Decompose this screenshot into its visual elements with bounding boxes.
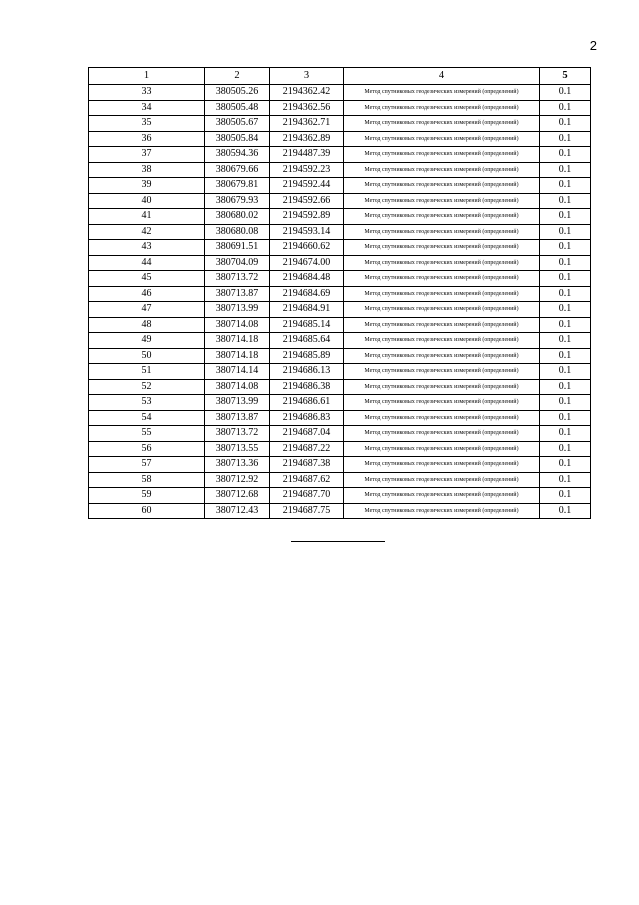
- accuracy-cell: 0.1: [540, 333, 591, 349]
- table-row: [89, 348, 591, 364]
- y-coordinate-cell: 2194362.56: [270, 100, 344, 116]
- table-row: [89, 410, 591, 426]
- x-coordinate-cell: 380712.43: [205, 503, 270, 519]
- method-cell: Метод спутниковых геодезических измерений (определений): [344, 100, 540, 116]
- point-number-cell: 35: [89, 116, 205, 132]
- accuracy-cell: 0.1: [540, 116, 591, 132]
- x-coordinate-cell: 380714.14: [205, 364, 270, 380]
- method-cell: Метод спутниковых геодезических измерений (определений): [344, 147, 540, 163]
- point-number-cell: 38: [89, 162, 205, 178]
- table-row: [89, 116, 591, 132]
- method-cell: Метод спутниковых геодезических измерений (определений): [344, 457, 540, 473]
- x-coordinate-cell: 380505.48: [205, 100, 270, 116]
- method-cell: Метод спутниковых геодезических измерений (определений): [344, 286, 540, 302]
- method-cell: Метод спутниковых геодезических измерений (определений): [344, 193, 540, 209]
- accuracy-cell: 0.1: [540, 100, 591, 116]
- method-cell: Метод спутниковых геодезических измерений (определений): [344, 178, 540, 194]
- y-coordinate-cell: 2194687.75: [270, 503, 344, 519]
- method-cell: Метод спутниковых геодезических измерений (определений): [344, 255, 540, 271]
- accuracy-cell: 0.1: [540, 209, 591, 225]
- table-row: [89, 131, 591, 147]
- point-number-cell: 34: [89, 100, 205, 116]
- accuracy-cell: 0.1: [540, 147, 591, 163]
- x-coordinate-cell: 380505.26: [205, 85, 270, 101]
- table-row: [89, 395, 591, 411]
- method-cell: Метод спутниковых геодезических измерений (определений): [344, 333, 540, 349]
- accuracy-cell: 0.1: [540, 364, 591, 380]
- y-coordinate-cell: 2194687.22: [270, 441, 344, 457]
- accuracy-cell: 0.1: [540, 457, 591, 473]
- point-number-cell: 49: [89, 333, 205, 349]
- method-cell: Метод спутниковых геодезических измерений (определений): [344, 348, 540, 364]
- accuracy-cell: 0.1: [540, 348, 591, 364]
- page-number: 2: [589, 38, 597, 53]
- accuracy-cell: 0.1: [540, 178, 591, 194]
- table-row: [89, 255, 591, 271]
- table-row: [89, 317, 591, 333]
- method-cell: Метод спутниковых геодезических измерений (определений): [344, 426, 540, 442]
- point-number-cell: 46: [89, 286, 205, 302]
- point-number-cell: 45: [89, 271, 205, 287]
- method-cell: Метод спутниковых геодезических измерений (определений): [344, 379, 540, 395]
- x-coordinate-cell: 380712.68: [205, 488, 270, 504]
- accuracy-cell: 0.1: [540, 271, 591, 287]
- y-coordinate-cell: 2194684.48: [270, 271, 344, 287]
- point-number-cell: 56: [89, 441, 205, 457]
- table-row: [89, 426, 591, 442]
- header-col-4: 4: [344, 68, 540, 85]
- table-header-row: [89, 68, 591, 85]
- method-cell: Метод спутниковых геодезических измерений (определений): [344, 116, 540, 132]
- table-row: [89, 441, 591, 457]
- accuracy-cell: 0.1: [540, 255, 591, 271]
- header-col-1: 1: [89, 68, 205, 85]
- method-cell: Метод спутниковых геодезических измерений (определений): [344, 441, 540, 457]
- accuracy-cell: 0.1: [540, 472, 591, 488]
- point-number-cell: 47: [89, 302, 205, 318]
- table-row: [89, 302, 591, 318]
- point-number-cell: 42: [89, 224, 205, 240]
- y-coordinate-cell: 2194685.89: [270, 348, 344, 364]
- point-number-cell: 40: [89, 193, 205, 209]
- y-coordinate-cell: 2194660.62: [270, 240, 344, 256]
- accuracy-cell: 0.1: [540, 503, 591, 519]
- point-number-cell: 59: [89, 488, 205, 504]
- table-row: [89, 472, 591, 488]
- x-coordinate-cell: 380680.08: [205, 224, 270, 240]
- y-coordinate-cell: 2194686.61: [270, 395, 344, 411]
- table-row: [89, 379, 591, 395]
- point-number-cell: 33: [89, 85, 205, 101]
- y-coordinate-cell: 2194592.66: [270, 193, 344, 209]
- y-coordinate-cell: 2194593.14: [270, 224, 344, 240]
- table-row: [89, 209, 591, 225]
- coordinates-table: [88, 67, 591, 519]
- table-row: [89, 286, 591, 302]
- point-number-cell: 57: [89, 457, 205, 473]
- table-row: [89, 271, 591, 287]
- x-coordinate-cell: 380713.87: [205, 286, 270, 302]
- table-row: [89, 178, 591, 194]
- y-coordinate-cell: 2194687.38: [270, 457, 344, 473]
- method-cell: Метод спутниковых геодезических измерений (определений): [344, 488, 540, 504]
- x-coordinate-cell: 380594.36: [205, 147, 270, 163]
- method-cell: Метод спутниковых геодезических измерений (определений): [344, 271, 540, 287]
- y-coordinate-cell: 2194684.69: [270, 286, 344, 302]
- point-number-cell: 44: [89, 255, 205, 271]
- table-row: [89, 147, 591, 163]
- point-number-cell: 52: [89, 379, 205, 395]
- y-coordinate-cell: 2194592.44: [270, 178, 344, 194]
- method-cell: Метод спутниковых геодезических измерений (определений): [344, 302, 540, 318]
- method-cell: Метод спутниковых геодезических измерений (определений): [344, 395, 540, 411]
- y-coordinate-cell: 2194592.89: [270, 209, 344, 225]
- header-col-5: 5: [540, 68, 591, 85]
- y-coordinate-cell: 2194686.38: [270, 379, 344, 395]
- table-body: [89, 85, 591, 519]
- method-cell: Метод спутниковых геодезических измерений (определений): [344, 410, 540, 426]
- table-row: [89, 224, 591, 240]
- accuracy-cell: 0.1: [540, 302, 591, 318]
- table-row: [89, 488, 591, 504]
- x-coordinate-cell: 380505.67: [205, 116, 270, 132]
- method-cell: Метод спутниковых геодезических измерений (определений): [344, 317, 540, 333]
- method-cell: Метод спутниковых геодезических измерений (определений): [344, 503, 540, 519]
- point-number-cell: 50: [89, 348, 205, 364]
- x-coordinate-cell: 380714.18: [205, 348, 270, 364]
- method-cell: Метод спутниковых геодезических измерений (определений): [344, 364, 540, 380]
- accuracy-cell: 0.1: [540, 441, 591, 457]
- y-coordinate-cell: 2194687.62: [270, 472, 344, 488]
- table-row: [89, 457, 591, 473]
- x-coordinate-cell: 380691.51: [205, 240, 270, 256]
- y-coordinate-cell: 2194684.91: [270, 302, 344, 318]
- accuracy-cell: 0.1: [540, 131, 591, 147]
- y-coordinate-cell: 2194685.14: [270, 317, 344, 333]
- y-coordinate-cell: 2194487.39: [270, 147, 344, 163]
- point-number-cell: 41: [89, 209, 205, 225]
- x-coordinate-cell: 380713.87: [205, 410, 270, 426]
- point-number-cell: 55: [89, 426, 205, 442]
- x-coordinate-cell: 380505.84: [205, 131, 270, 147]
- x-coordinate-cell: 380680.02: [205, 209, 270, 225]
- accuracy-cell: 0.1: [540, 426, 591, 442]
- x-coordinate-cell: 380679.66: [205, 162, 270, 178]
- x-coordinate-cell: 380679.81: [205, 178, 270, 194]
- x-coordinate-cell: 380712.92: [205, 472, 270, 488]
- method-cell: Метод спутниковых геодезических измерений (определений): [344, 224, 540, 240]
- x-coordinate-cell: 380714.08: [205, 317, 270, 333]
- table-row: [89, 85, 591, 101]
- y-coordinate-cell: 2194687.70: [270, 488, 344, 504]
- point-number-cell: 43: [89, 240, 205, 256]
- table-row: [89, 503, 591, 519]
- point-number-cell: 54: [89, 410, 205, 426]
- accuracy-cell: 0.1: [540, 317, 591, 333]
- point-number-cell: 37: [89, 147, 205, 163]
- point-number-cell: 48: [89, 317, 205, 333]
- point-number-cell: 39: [89, 178, 205, 194]
- header-col-3: 3: [270, 68, 344, 85]
- y-coordinate-cell: 2194362.71: [270, 116, 344, 132]
- point-number-cell: 60: [89, 503, 205, 519]
- method-cell: Метод спутниковых геодезических измерений (определений): [344, 162, 540, 178]
- accuracy-cell: 0.1: [540, 410, 591, 426]
- x-coordinate-cell: 380713.72: [205, 426, 270, 442]
- y-coordinate-cell: 2194362.89: [270, 131, 344, 147]
- x-coordinate-cell: 380713.36: [205, 457, 270, 473]
- table-row: [89, 193, 591, 209]
- y-coordinate-cell: 2194674.00: [270, 255, 344, 271]
- table-row: [89, 240, 591, 256]
- method-cell: Метод спутниковых геодезических измерений (определений): [344, 131, 540, 147]
- y-coordinate-cell: 2194686.83: [270, 410, 344, 426]
- x-coordinate-cell: 380713.99: [205, 395, 270, 411]
- end-separator-line: [291, 541, 385, 542]
- accuracy-cell: 0.1: [540, 379, 591, 395]
- y-coordinate-cell: 2194686.13: [270, 364, 344, 380]
- table-row: [89, 100, 591, 116]
- x-coordinate-cell: 380704.09: [205, 255, 270, 271]
- y-coordinate-cell: 2194362.42: [270, 85, 344, 101]
- point-number-cell: 53: [89, 395, 205, 411]
- method-cell: Метод спутниковых геодезических измерений (определений): [344, 209, 540, 225]
- x-coordinate-cell: 380714.18: [205, 333, 270, 349]
- accuracy-cell: 0.1: [540, 224, 591, 240]
- table-row: [89, 333, 591, 349]
- y-coordinate-cell: 2194592.23: [270, 162, 344, 178]
- accuracy-cell: 0.1: [540, 286, 591, 302]
- method-cell: Метод спутниковых геодезических измерений (определений): [344, 472, 540, 488]
- header-col-2: 2: [205, 68, 270, 85]
- accuracy-cell: 0.1: [540, 488, 591, 504]
- x-coordinate-cell: 380713.55: [205, 441, 270, 457]
- point-number-cell: 36: [89, 131, 205, 147]
- x-coordinate-cell: 380679.93: [205, 193, 270, 209]
- point-number-cell: 58: [89, 472, 205, 488]
- table-row: [89, 364, 591, 380]
- point-number-cell: 51: [89, 364, 205, 380]
- x-coordinate-cell: 380713.72: [205, 271, 270, 287]
- y-coordinate-cell: 2194685.64: [270, 333, 344, 349]
- y-coordinate-cell: 2194687.04: [270, 426, 344, 442]
- accuracy-cell: 0.1: [540, 193, 591, 209]
- x-coordinate-cell: 380713.99: [205, 302, 270, 318]
- accuracy-cell: 0.1: [540, 85, 591, 101]
- accuracy-cell: 0.1: [540, 162, 591, 178]
- x-coordinate-cell: 380714.08: [205, 379, 270, 395]
- table-row: [89, 162, 591, 178]
- accuracy-cell: 0.1: [540, 395, 591, 411]
- method-cell: Метод спутниковых геодезических измерений (определений): [344, 85, 540, 101]
- method-cell: Метод спутниковых геодезических измерений (определений): [344, 240, 540, 256]
- accuracy-cell: 0.1: [540, 240, 591, 256]
